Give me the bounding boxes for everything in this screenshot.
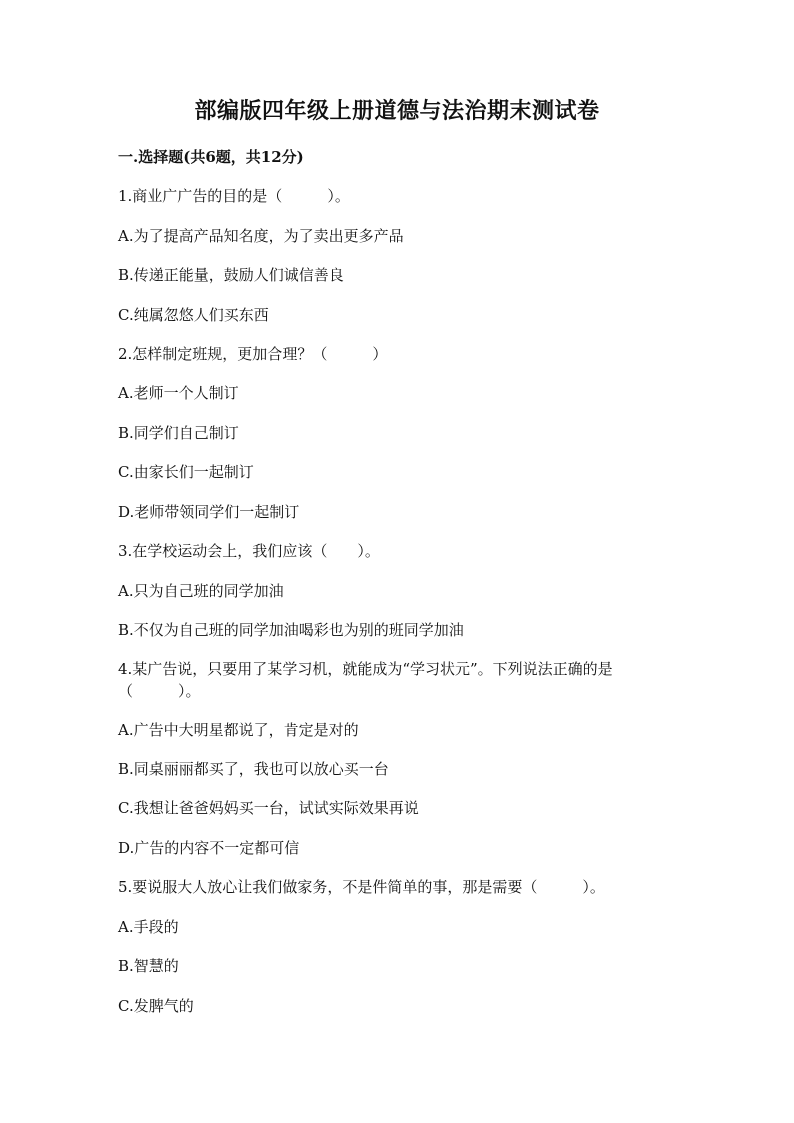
- question-option: A.广告中大明星都说了，肯定是对的: [118, 721, 359, 739]
- question-option: C.由家长们一起制订: [118, 463, 254, 481]
- question-option: C.我想让爸爸妈妈买一台，试试实际效果再说: [118, 799, 419, 817]
- question-option: B.不仅为自己班的同学加油喝彩也为别的班同学加油: [118, 621, 464, 639]
- question-stem: 2.怎样制定班规，更加合理？（ ）: [118, 345, 388, 363]
- question-stem: 1.商业广广告的目的是（ ）。: [118, 187, 350, 205]
- question-option: A.手段的: [118, 918, 179, 936]
- question-option: A.为了提高产品知名度，为了卖出更多产品: [118, 227, 404, 245]
- question-option: A.老师一个人制订: [118, 384, 239, 402]
- question-option: B.智慧的: [118, 957, 179, 975]
- question-option: B.同桌丽丽都买了，我也可以放心买一台: [118, 760, 389, 778]
- question-option: A.只为自己班的同学加油: [118, 582, 284, 600]
- question-stem: 5.要说服大人放心让我们做家务，不是件简单的事，那是需要（ ）。: [118, 878, 605, 896]
- question-option: D.老师带领同学们一起制订: [118, 503, 300, 521]
- question-option: B.同学们自己制订: [118, 424, 239, 442]
- question-stem: 4.某广告说，只要用了某学习机，就能成为“学习状元”。下列说法正确的是（ ）。: [118, 660, 613, 700]
- question-stem: 3.在学校运动会上，我们应该（ ）。: [118, 542, 380, 560]
- question-option: D.广告的内容不一定都可信: [118, 839, 300, 857]
- page-title: 部编版四年级上册道德与法治期末测试卷: [194, 98, 600, 124]
- question-option: C.发脾气的: [118, 997, 194, 1015]
- section-heading: 一.选择题(共6题，共12分): [118, 148, 304, 166]
- question-option: B.传递正能量，鼓励人们诚信善良: [118, 266, 344, 284]
- question-option: C.纯属忽悠人们买东西: [118, 306, 269, 324]
